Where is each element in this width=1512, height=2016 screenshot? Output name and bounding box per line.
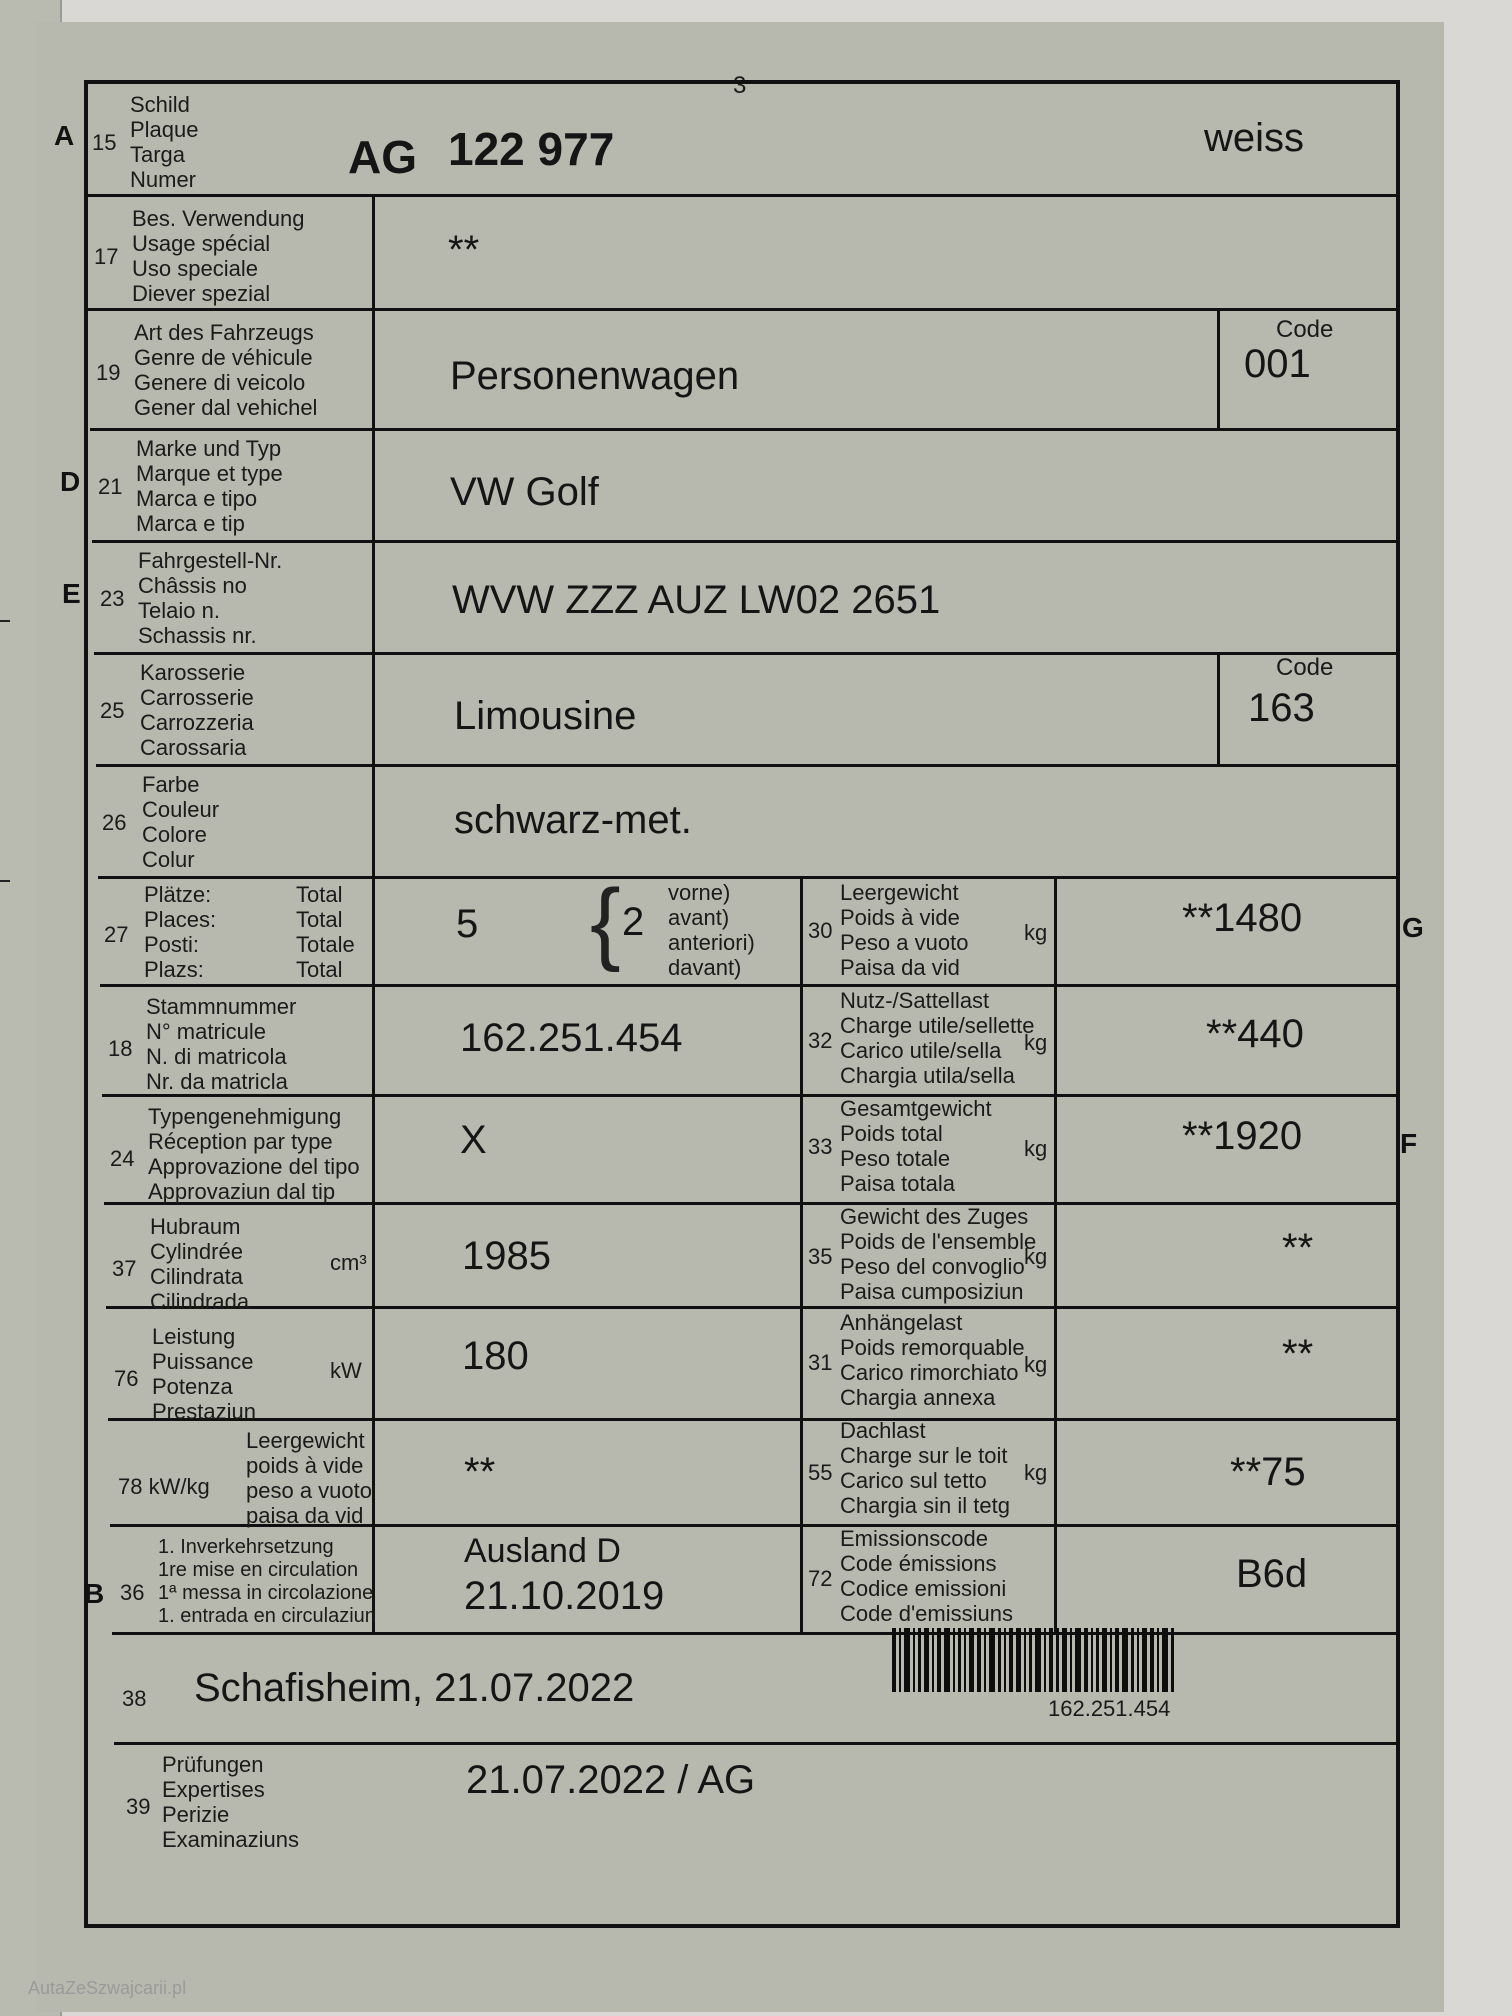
field-number-39: 39: [126, 1794, 151, 1819]
row-divider: [90, 428, 1398, 431]
field-number-76: 76: [114, 1366, 139, 1391]
seats-front-label: vorne) avant) anteriori) davant): [668, 880, 755, 980]
barcode-bar: [1115, 1628, 1119, 1692]
barcode-bar: [1056, 1628, 1059, 1692]
power-unit: kW: [330, 1358, 362, 1383]
barcode-bar: [937, 1628, 941, 1692]
side-letter-a: A: [54, 120, 75, 151]
page-number: 3: [733, 72, 747, 99]
seats-total-label: Total Total Totale Total: [296, 882, 355, 982]
barcode-bar: [1044, 1628, 1046, 1692]
payload-label: Nutz-/Sattellast Charge utile/sellette Carico utile/sella Chargia utila/sella: [840, 988, 1035, 1088]
barcode-bar: [1122, 1628, 1128, 1692]
field-number-21: 21: [98, 474, 123, 499]
emission-code-value: B6d: [1236, 1552, 1308, 1596]
field-number-18: 18: [108, 1036, 133, 1061]
row-divider: [98, 876, 1398, 879]
barcode-bar: [1049, 1628, 1053, 1692]
empty-weight-unit: kg: [1024, 920, 1048, 945]
row-divider: [100, 984, 1398, 987]
barcode-bar: [977, 1628, 981, 1692]
side-letter-g: G: [1402, 912, 1424, 943]
inspections-label: Prüfungen Expertises Perizie Examinaziuns: [162, 1752, 299, 1852]
barcode-bar: [998, 1628, 1001, 1692]
issue-place-date: Schafisheim, 21.07.2022: [194, 1666, 635, 1710]
barcode-bar: [1070, 1628, 1072, 1692]
barcode-bar: [1137, 1628, 1139, 1692]
special-use-label: Bes. Verwendung Usage spécial Uso speciale Diever spezial: [132, 206, 305, 306]
roof-load-label: Dachlast Charge sur le toit Carico sul tetto Chargia sin il tetg: [840, 1418, 1010, 1518]
field-number-24: 24: [110, 1146, 135, 1171]
train-weight-label: Gewicht des Zuges Poids de l'ensemble Peso del convoglio Paisa cumposiziun: [840, 1204, 1037, 1304]
barcode-bar: [953, 1628, 955, 1692]
row-divider: [106, 1306, 1398, 1309]
barcode-bar: [944, 1628, 950, 1692]
row-divider: [88, 308, 1398, 311]
field-number-26: 26: [102, 810, 127, 835]
barcode-bar: [1062, 1628, 1067, 1692]
first-registration-label: 1. Inverkehrsetzung 1re mise en circulation 1ª messa in circolazione 1. entrada en circulaziun: [158, 1536, 376, 1627]
field-number-19: 19: [96, 360, 121, 385]
trailer-load-value: **: [1282, 1332, 1314, 1376]
make-type-label: Marke und Typ Marque et type Marca e tipo Marca e tip: [136, 436, 283, 536]
color-label: Farbe Couleur Colore Colur: [142, 772, 220, 872]
barcode-bar: [1162, 1628, 1168, 1692]
color-value: schwarz-met.: [454, 798, 692, 842]
barcode-bar: [958, 1628, 961, 1692]
row-divider: [102, 1094, 1398, 1097]
type-approval-label: Typengenehmigung Réception par type Approvazione del tipo Approvaziun dal tip: [148, 1104, 360, 1204]
barcode-bar: [1096, 1628, 1099, 1692]
side-letter-d: D: [60, 466, 81, 497]
barcode-bar: [1171, 1628, 1174, 1692]
facing-page-rule: [0, 620, 10, 622]
total-weight-unit: kg: [1024, 1136, 1048, 1161]
side-letter-e: E: [62, 578, 81, 609]
unit-column-divider: [1054, 876, 1057, 1632]
watermark: AutaZeSzwajcarii.pl: [28, 1978, 187, 1998]
train-weight-unit: kg: [1024, 1244, 1048, 1269]
chassis-label: Fahrgestell-Nr. Châssis no Telaio n. Schassis nr.: [138, 548, 283, 648]
seats-total-value: 5: [456, 902, 479, 946]
master-number-value: 162.251.454: [460, 1016, 683, 1060]
displacement-value: 1985: [462, 1234, 551, 1278]
row-divider: [96, 764, 1398, 767]
barcode-bar: [932, 1628, 934, 1692]
field-number-25: 25: [100, 698, 125, 723]
field-number-23: 23: [100, 586, 125, 611]
master-number-label: Stammnummer N° matricule N. di matricola Nr. da matricla: [146, 994, 297, 1094]
total-weight-value: **1920: [1182, 1114, 1303, 1158]
barcode-bar: [1131, 1628, 1134, 1692]
barcode-bar: [892, 1628, 896, 1692]
type-approval-value: X: [460, 1118, 487, 1162]
plate-color: weiss: [1204, 116, 1305, 160]
code-column-divider: [1217, 310, 1220, 428]
roof-load-unit: kg: [1024, 1460, 1048, 1485]
code-column-divider: [1217, 652, 1220, 764]
field-number-38: 38: [122, 1686, 147, 1711]
barcode-bar: [1004, 1628, 1006, 1692]
barcode-bar: [904, 1628, 910, 1692]
field-number-15: 15: [92, 130, 117, 155]
power-label: Leistung Puissance Potenza Prestaziun: [152, 1324, 256, 1424]
power-value: 180: [462, 1334, 529, 1378]
barcode-bar: [1084, 1628, 1088, 1692]
field-number-78: 78 kW/kg: [118, 1474, 210, 1499]
inspection-value: 21.07.2022 / AG: [466, 1758, 756, 1802]
barcode-bar: [1029, 1628, 1032, 1692]
barcode-bar: [1075, 1628, 1081, 1692]
barcode-bar: [899, 1628, 901, 1692]
field-number-30: 30: [808, 918, 833, 943]
plate-number: 122 977: [448, 123, 615, 175]
power-weight-label: Leergewicht poids à vide peso a vuoto paisa da vid: [246, 1428, 372, 1528]
barcode-bar: [1102, 1628, 1107, 1692]
barcode-bar: [913, 1628, 915, 1692]
vehicle-type-code: 001: [1244, 342, 1311, 386]
barcode-bar: [1016, 1628, 1021, 1692]
label-column-divider: [372, 196, 375, 1632]
roof-load-value: **75: [1230, 1450, 1306, 1494]
barcode-bar: [989, 1628, 995, 1692]
field-number-72: 72: [808, 1566, 833, 1591]
row-divider: [92, 540, 1398, 543]
first-registration-date: 21.10.2019: [464, 1574, 665, 1618]
field-number-37: 37: [112, 1256, 137, 1281]
barcode-bar: [1024, 1628, 1026, 1692]
empty-weight-label: Leergewicht Poids à vide Peso a vuoto Paisa da vid: [840, 880, 969, 980]
make-type-value: VW Golf: [450, 470, 599, 514]
body-value: Limousine: [454, 694, 637, 738]
special-use-value: **: [448, 228, 480, 272]
plate-canton: AG: [348, 131, 417, 183]
barcode-bar: [1035, 1628, 1041, 1692]
train-weight-value: **: [1282, 1226, 1314, 1270]
barcode-bar: [1142, 1628, 1147, 1692]
barcode-bar: [984, 1628, 986, 1692]
first-registration-origin: Ausland D: [464, 1532, 621, 1570]
barcode-bar: [1009, 1628, 1013, 1692]
trailer-load-label: Anhängelast Poids remorquable Carico rimorchiato Chargia annexa: [840, 1310, 1025, 1410]
vehicle-type-label: Art des Fahrzeugs Genre de véhicule Genere di veicolo Gener dal vehichel: [134, 320, 318, 420]
side-letter-f: F: [1400, 1128, 1418, 1159]
row-divider: [108, 1418, 1398, 1421]
vehicle-type-code-label: Code: [1276, 316, 1334, 343]
barcode-bar: [918, 1628, 921, 1692]
displacement-unit: cm³: [330, 1250, 367, 1275]
power-weight-value: **: [464, 1450, 496, 1494]
field-number-31: 31: [808, 1350, 833, 1375]
barcode-bar: [964, 1628, 966, 1692]
barcode-bar: [1157, 1628, 1159, 1692]
row-divider: [114, 1742, 1398, 1745]
payload-value: **440: [1206, 1012, 1304, 1056]
emission-code-label: Emissionscode Code émissions Codice emissioni Code d'emissiuns: [840, 1526, 1013, 1626]
facing-page-rule: [0, 880, 10, 882]
field-number-55: 55: [808, 1460, 833, 1485]
field-number-32: 32: [808, 1028, 833, 1053]
side-letter-b: B: [84, 1578, 105, 1609]
barcode-bar: [924, 1628, 929, 1692]
field-number-35: 35: [808, 1244, 833, 1269]
body-label: Karosserie Carrosserie Carrozzeria Carossaria: [140, 660, 254, 760]
vehicle-type-value: Personenwagen: [450, 354, 740, 398]
seats-brace: {: [590, 871, 621, 973]
row-divider: [86, 194, 1398, 197]
row-divider: [94, 652, 1398, 655]
barcode-bar: [1110, 1628, 1112, 1692]
barcode-bar: [1091, 1628, 1093, 1692]
chassis-value: WVW ZZZ AUZ LW02 2651: [452, 578, 941, 622]
barcode: [892, 1628, 1346, 1692]
field-number-36: 36: [120, 1580, 145, 1605]
barcode-bar: [969, 1628, 974, 1692]
mid-column-divider: [800, 876, 803, 1632]
barcode-bar: [1150, 1628, 1154, 1692]
empty-weight-value: **1480: [1182, 896, 1303, 940]
seats-front-value: 2: [622, 900, 645, 944]
field-number-33: 33: [808, 1134, 833, 1159]
field-number-27: 27: [104, 922, 129, 947]
displacement-label: Hubraum Cylindrée Cilindrata Cilindrada: [150, 1214, 250, 1314]
total-weight-label: Gesamtgewicht Poids total Peso totale Paisa totala: [840, 1096, 992, 1196]
body-code-label: Code: [1276, 654, 1334, 681]
payload-unit: kg: [1024, 1030, 1048, 1055]
plate-label: Schild Plaque Targa Numer: [130, 92, 199, 192]
trailer-load-unit: kg: [1024, 1352, 1048, 1377]
seats-label: Plätze: Places: Posti: Plazs:: [144, 882, 217, 982]
barcode-number: 162.251.454: [1048, 1696, 1171, 1721]
field-number-17: 17: [94, 244, 119, 269]
body-code: 163: [1248, 686, 1315, 730]
